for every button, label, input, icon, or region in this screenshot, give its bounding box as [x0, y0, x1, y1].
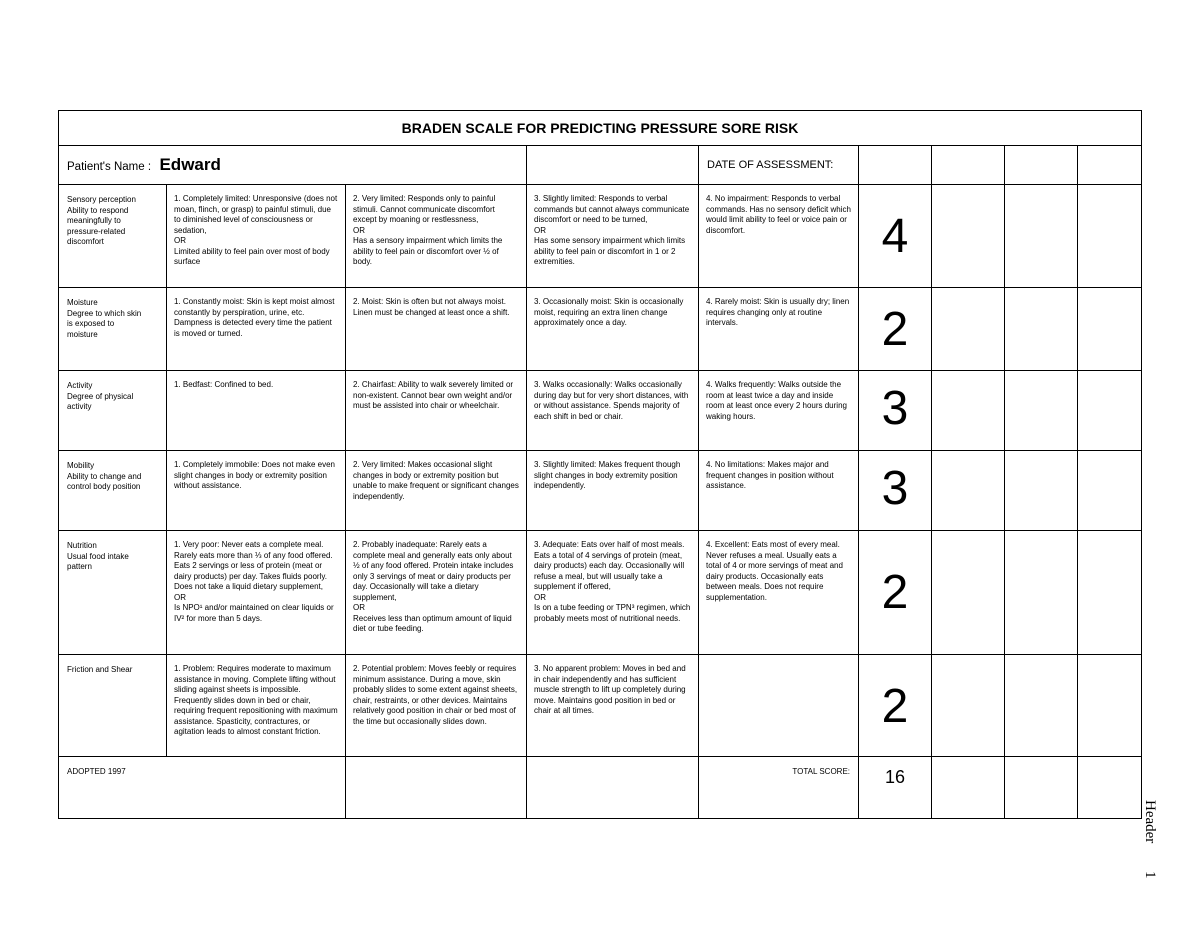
row-sensory-perception [59, 185, 1142, 288]
patient-name-value: Edward [159, 155, 221, 174]
category-desc: is exposed to [67, 319, 115, 328]
option-2: 2. Chairfast: Ability to walk severely limited or non-existent. Cannot bear own weight and/or must be assisted into chair or wheelchair. [346, 371, 527, 451]
braden-scale-table [58, 110, 1142, 819]
option-4: 4. No limitations: Makes major and frequent changes in position without assistance. [699, 451, 859, 531]
page-header [1140, 800, 1158, 879]
option-2: 2. Moist: Skin is often but not always moist. Linen must be changed at least once a shift. [346, 288, 527, 371]
score-cell [859, 531, 932, 655]
category-name: Nutrition [67, 541, 97, 550]
category-desc: control body position [67, 482, 141, 491]
option-1: 1. Very poor: Never eats a complete meal. Rarely eats more than ⅓ of any food offered. Eats 2 servings or less of protein (meat or dairy products) per day. Takes fluids poorly. Does not take a liquid dietary supplement, OR Is NPO¹ and/or maintained on clear liquids or IV² for more than 5 days. [167, 531, 346, 655]
category-name: Sensory perception [67, 195, 136, 204]
option-1: 1. Completely limited: Unresponsive (does not moan, flinch, or grasp) to painful stimuli, due to diminished level of consciousness or sedation, OR Limited ability to feel pain over most of body surface [167, 185, 346, 288]
option-4: 4. No impairment: Responds to verbal commands. Has no sensory deficit which would limit ability to feel or voice pain or discomfort. [699, 185, 859, 288]
option-2: 2. Very limited: Makes occasional slight changes in body or extremity position but unable to make frequent or significant changes independently. [346, 451, 527, 531]
category-desc: pattern [67, 562, 92, 571]
category-desc: discomfort [67, 237, 104, 246]
category-name: Friction and Shear [67, 665, 133, 674]
score-value: 2 [881, 303, 909, 356]
empty-score-cell [932, 371, 1005, 451]
row-nutrition [59, 531, 1142, 655]
category-desc: Ability to respond [67, 205, 129, 215]
empty-score-cell [1078, 288, 1142, 371]
option-3: 3. Slightly limited: Makes frequent though slight changes in body extremity position independently. [527, 451, 699, 531]
footer-row [59, 757, 1142, 819]
row-friction-and-shear [59, 655, 1142, 757]
option-3: 3. Occasionally moist: Skin is occasionally moist, requiring an extra linen change approximately once a day. [527, 288, 699, 371]
option-1: 1. Completely immobile: Does not make even slight changes in body or extremity position without assistance. [167, 451, 346, 531]
score-cell [859, 451, 932, 531]
empty-score-cell [1005, 288, 1078, 371]
empty-score-cell [1005, 451, 1078, 531]
category-desc: Degree to which skin [67, 308, 142, 318]
category-cell [59, 531, 167, 655]
option-4 [699, 655, 859, 757]
option-3: 3. Walks occasionally: Walks occasionally during day but for very short distances, with or without assistance. Spends majority of each shift in bed or chair. [527, 371, 699, 451]
empty-score-cell [1078, 451, 1142, 531]
category-name: Mobility [67, 461, 95, 470]
total-score-value: 16 [859, 757, 932, 819]
empty-score-cell [1078, 531, 1142, 655]
adopted-note: ADOPTED 1997 [59, 757, 346, 819]
category-cell [59, 371, 167, 451]
category-cell [59, 185, 167, 288]
assessment-date-cell-2 [932, 146, 1005, 185]
footer-blank [346, 757, 527, 819]
form-title: BRADEN SCALE FOR PREDICTING PRESSURE SORE RISK [59, 111, 1142, 146]
score-cell [859, 288, 932, 371]
score-value: 2 [881, 680, 909, 733]
category-cell [59, 451, 167, 531]
score-value: 3 [881, 462, 909, 515]
empty-score-cell [932, 288, 1005, 371]
empty-score-cell [932, 451, 1005, 531]
score-value: 3 [881, 382, 909, 435]
option-2: 2. Very limited: Responds only to painful stimuli. Cannot communicate discomfort except by moaning or restlessness, OR Has a sensory impairment which limits the ability to feel pain or discomfort over ½ of body. [346, 185, 527, 288]
total-score-label: TOTAL SCORE: [699, 757, 859, 819]
empty-score-cell [1005, 371, 1078, 451]
empty-score-cell [1005, 655, 1078, 757]
score-value: 2 [881, 566, 909, 619]
empty-score-cell [1005, 531, 1078, 655]
empty-total-cell [1078, 757, 1142, 819]
empty-total-cell [1005, 757, 1078, 819]
score-value: 4 [881, 210, 909, 263]
option-4: 4. Rarely moist: Skin is usually dry; linen requires changing only at routine intervals. [699, 288, 859, 371]
score-cell [859, 185, 932, 288]
date-of-assessment-label: DATE OF ASSESSMENT: [699, 146, 859, 185]
option-2: 2. Probably inadequate: Rarely eats a complete meal and generally eats only about ½ of any food offered. Protein intake includes only 3 servings of meat or dairy products per day. Occasionally will take a dietary supplement, OR Receives less than optimum amount of liquid diet or tube feeding. [346, 531, 527, 655]
row-mobility [59, 451, 1142, 531]
category-name: Activity [67, 381, 93, 390]
category-desc: moisture [67, 329, 98, 339]
category-desc: Ability to change and [67, 471, 142, 481]
option-1: 1. Problem: Requires moderate to maximum assistance in moving. Complete lifting without sliding against sheets is impossible. Frequently slides down in bed or chair, requiring frequent repositioning with maximum assistance. Spasticity, contractures, or agitation leads to almost constant friction. [167, 655, 346, 757]
page-number: 1 [1142, 871, 1158, 879]
empty-score-cell [932, 185, 1005, 288]
option-2: 2. Potential problem: Moves feebly or requires minimum assistance. During a move, skin probably slides to some extent against sheets, chair, restraints, or other devices. Maintains relatively good position in chair or bed most of the time but occasionally slides down. [346, 655, 527, 757]
category-cell [59, 288, 167, 371]
score-cell [859, 655, 932, 757]
assessment-date-cell-3 [1005, 146, 1078, 185]
empty-score-cell [1078, 185, 1142, 288]
category-name: Moisture [67, 298, 98, 307]
assessment-date-cell-4 [1078, 146, 1142, 185]
option-3: 3. No apparent problem: Moves in bed and in chair independently and has sufficient muscle strength to lift up completely during move. Maintains good position in bed or chair at all times. [527, 655, 699, 757]
empty-score-cell [932, 655, 1005, 757]
empty-score-cell [932, 531, 1005, 655]
option-3: 3. Slightly limited: Responds to verbal commands but cannot always communicate discomfort or need to be turned, OR Has some sensory impairment which limits ability to feel pain or discomfort in 1 or 2 extremities. [527, 185, 699, 288]
option-4: 4. Walks frequently: Walks outside the room at least twice a day and inside room at least once every 2 hours during waking hours. [699, 371, 859, 451]
patient-name-cell [59, 146, 527, 185]
empty-score-cell [1078, 655, 1142, 757]
option-1: 1. Bedfast: Confined to bed. [167, 371, 346, 451]
category-desc: pressure-related [67, 226, 126, 236]
patient-name-label: Patient's Name : [67, 161, 152, 173]
option-4: 4. Excellent: Eats most of every meal. Never refuses a meal. Usually eats a total of 4 or more servings of meat and dairy products. Occasionally eats between meals. Does not require supplementation. [699, 531, 859, 655]
category-desc: Usual food intake [67, 551, 129, 561]
empty-total-cell [932, 757, 1005, 819]
option-1: 1. Constantly moist: Skin is kept moist almost constantly by perspiration, urine, etc. Dampness is detected every time the patient is moved or turned. [167, 288, 346, 371]
category-desc: activity [67, 402, 92, 411]
option-3: 3. Adequate: Eats over half of most meals. Eats a total of 4 servings of protein (meat, dairy products) each day. Occasionally will refuse a meal, but will usually take a supplement if offered, OR Is on a tube feeding or TPN³ regimen, which probably meets most of nutritional needs. [527, 531, 699, 655]
score-cell [859, 371, 932, 451]
row-activity [59, 371, 1142, 451]
empty-score-cell [1078, 371, 1142, 451]
assessment-date-cell-1 [859, 146, 932, 185]
empty-score-cell [1005, 185, 1078, 288]
header-label: Header [1142, 800, 1158, 844]
category-desc: Degree of physical [67, 391, 134, 401]
row-moisture [59, 288, 1142, 371]
category-cell [59, 655, 167, 757]
blank-header-cell [527, 146, 699, 185]
footer-blank [527, 757, 699, 819]
category-desc: meaningfully to [67, 216, 121, 225]
